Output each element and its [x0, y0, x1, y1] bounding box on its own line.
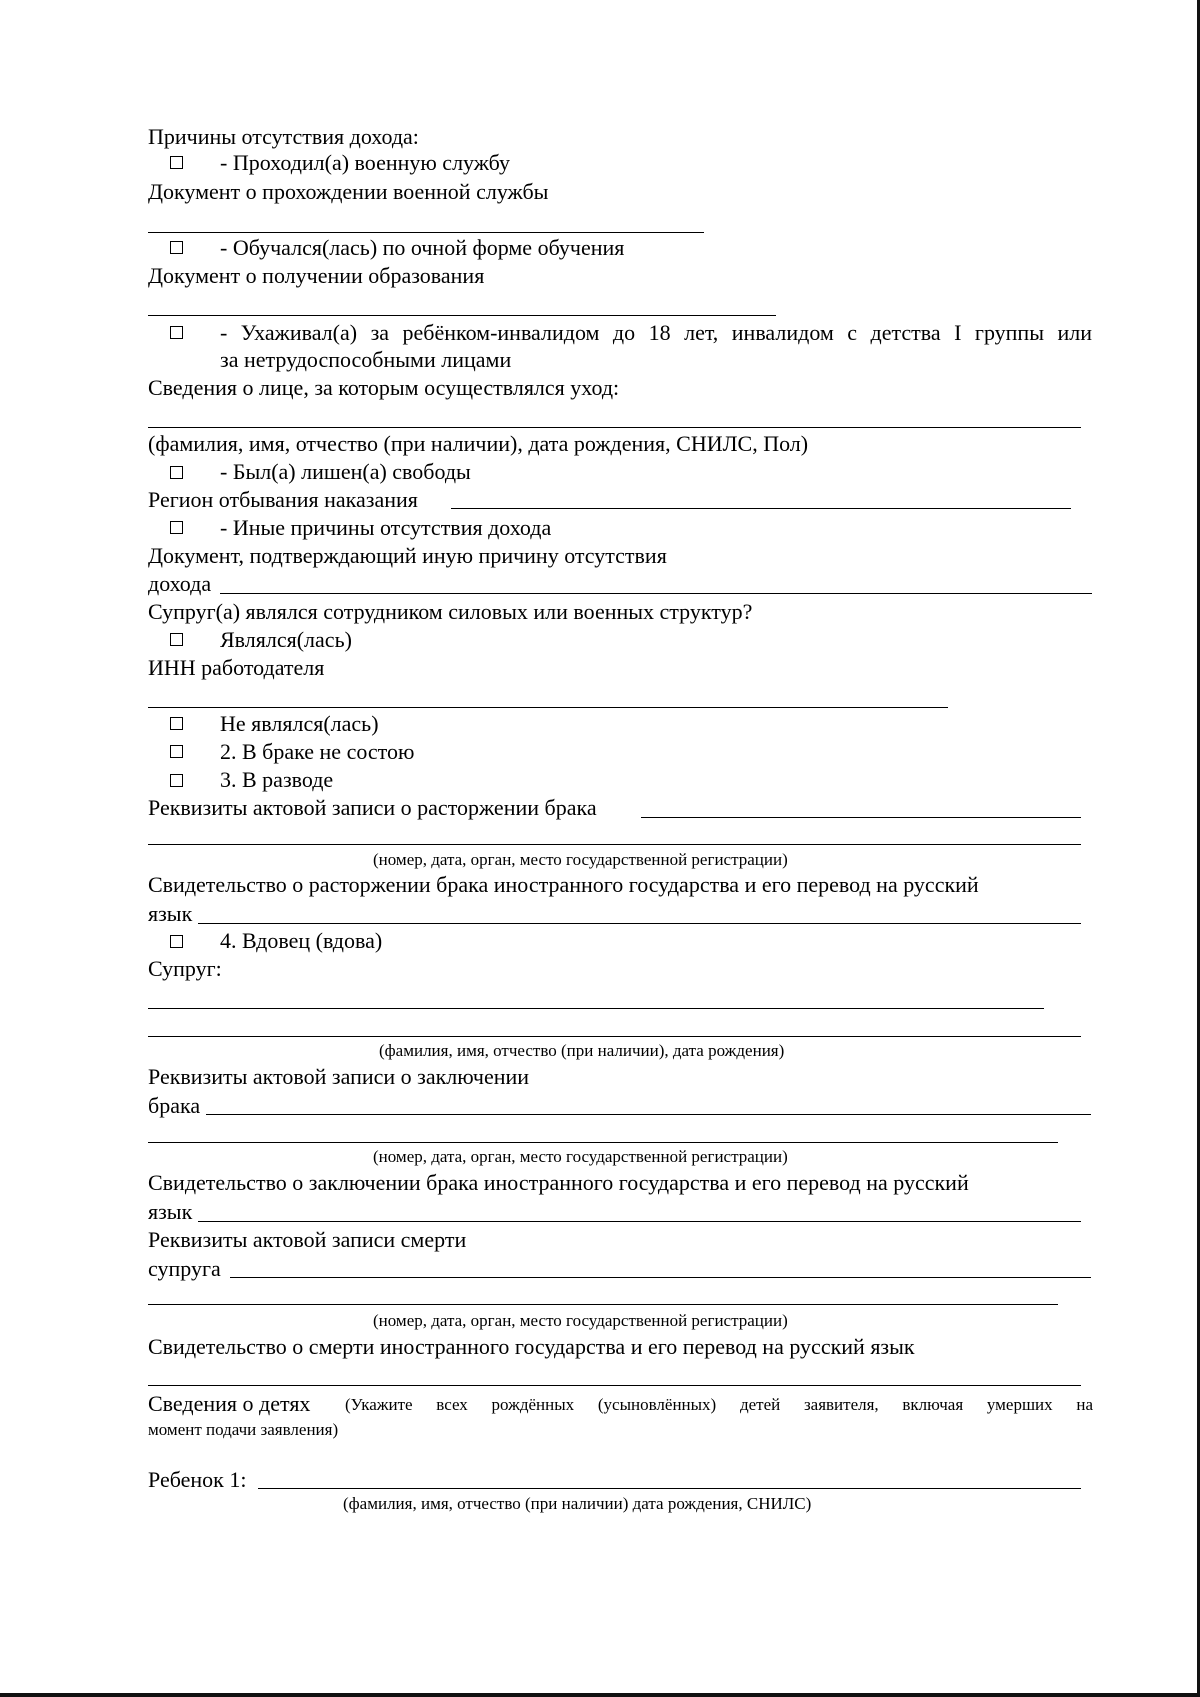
checkbox-divorced[interactable] [170, 774, 183, 787]
spouse-line2[interactable] [148, 1036, 1081, 1037]
study-doc-line[interactable] [148, 315, 776, 316]
death-record-input-line2[interactable] [148, 1304, 1058, 1305]
study-option-label: - Обучался(лась) по очной форме обучения [220, 235, 625, 260]
children-note-line2: момент подачи заявления) [148, 1420, 339, 1439]
marriage-record-caption: (номер, дата, орган, место государственной регистрации) [373, 1147, 788, 1166]
death-record-caption: (номер, дата, орган, место государственной регистрации) [373, 1311, 788, 1330]
spouse-security-no-label: Не являлся(лась) [220, 711, 379, 736]
other-reason-option-label: - Иные причины отсутствия дохода [220, 515, 552, 540]
marriage-record-line2: брака [148, 1093, 201, 1118]
checkbox-spouse-security-yes[interactable] [170, 633, 183, 646]
checkbox-military[interactable] [170, 156, 183, 169]
study-doc-label: Документ о получении образования [148, 263, 485, 288]
prison-option-label: - Был(а) лишен(а) свободы [220, 459, 471, 484]
children-heading: Сведения о детях [148, 1391, 311, 1416]
income-absence-heading: Причины отсутствия дохода: [148, 124, 419, 149]
military-option-label: - Проходил(а) военную службу [220, 150, 511, 175]
children-note-line1: (Укажите всех рождённых (усыновлённых) детей заявителя, включая умерших на [345, 1395, 1093, 1414]
spouse-security-question: Супруг(а) являлся сотрудником силовых или военных структур? [148, 599, 753, 624]
employer-inn-line[interactable] [148, 707, 948, 708]
child1-label: Ребенок 1: [148, 1467, 247, 1492]
death-record-line1: Реквизиты актовой записи смерти [148, 1227, 467, 1252]
child1-line[interactable] [258, 1488, 1081, 1489]
death-record-input-line1[interactable] [230, 1277, 1091, 1278]
marriage-foreign-line1: Свидетельство о заключении брака иностранного государства и его перевод на русский [148, 1170, 969, 1195]
prison-region-label: Регион отбывания наказания [148, 487, 418, 512]
checkbox-study[interactable] [170, 241, 183, 254]
checkbox-prison[interactable] [170, 466, 183, 479]
divorce-record-label: Реквизиты актовой записи о расторжении брака [148, 795, 597, 820]
military-doc-label: Документ о прохождении военной службы [148, 179, 549, 204]
death-foreign-label: Свидетельство о смерти иностранного государства и его перевод на русский язык [148, 1334, 915, 1359]
employer-inn-label: ИНН работодателя [148, 655, 325, 680]
care-option-line2: за нетрудоспособными лицами [220, 347, 512, 372]
divorce-record-line1[interactable] [641, 817, 1081, 818]
divorce-record-line2[interactable] [148, 844, 1081, 845]
care-option-line1: - Ухаживал(а) за ребёнком-инвалидом до 18 лет, инвалидом с детства I группы или [220, 320, 1092, 345]
marriage-foreign-line[interactable] [198, 1221, 1081, 1222]
marriage-record-input-line1[interactable] [206, 1114, 1091, 1115]
care-info-label: Сведения о лице, за которым осуществлялся уход: [148, 375, 620, 400]
checkbox-other-reason[interactable] [170, 521, 183, 534]
spouse-label: Супруг: [148, 956, 222, 981]
other-doc-label-line1: Документ, подтверждающий иную причину отсутствия [148, 543, 667, 568]
checkbox-widow[interactable] [170, 935, 183, 948]
other-doc-line[interactable] [220, 593, 1092, 594]
death-foreign-line[interactable] [148, 1385, 1081, 1386]
divorce-foreign-line1: Свидетельство о расторжении брака иностранного государства и его перевод на русский [148, 872, 979, 897]
spouse-line1[interactable] [148, 1008, 1044, 1009]
death-record-line2: супруга [148, 1256, 221, 1281]
divorce-foreign-line[interactable] [198, 923, 1081, 924]
marriage-record-line1: Реквизиты актовой записи о заключении [148, 1064, 530, 1089]
checkbox-spouse-security-no[interactable] [170, 717, 183, 730]
spouse-caption: (фамилия, имя, отчество (при наличии), дата рождения) [379, 1041, 785, 1060]
divorce-record-caption: (номер, дата, орган, место государственной регистрации) [373, 850, 788, 869]
marriage-foreign-line2: язык [148, 1199, 193, 1224]
care-info-caption: (фамилия, имя, отчество (при наличии), дата рождения, СНИЛС, Пол) [148, 431, 809, 456]
checkbox-not-married[interactable] [170, 745, 183, 758]
widow-label: 4. Вдовец (вдова) [220, 928, 383, 953]
divorce-foreign-line2: язык [148, 901, 193, 926]
spouse-security-yes-label: Являлся(лась) [220, 627, 352, 652]
checkbox-care[interactable] [170, 326, 183, 339]
military-doc-line[interactable] [148, 232, 704, 233]
marriage-record-input-line2[interactable] [148, 1142, 1058, 1143]
not-married-label: 2. В браке не состою [220, 739, 415, 764]
prison-region-line[interactable] [451, 508, 1071, 509]
scan-edge-bottom [0, 1693, 1200, 1697]
divorced-label: 3. В разводе [220, 767, 334, 792]
care-info-line[interactable] [148, 427, 1081, 428]
other-doc-label-line2: дохода [148, 571, 212, 596]
child1-caption: (фамилия, имя, отчество (при наличии) дата рождения, СНИЛС) [343, 1494, 812, 1513]
